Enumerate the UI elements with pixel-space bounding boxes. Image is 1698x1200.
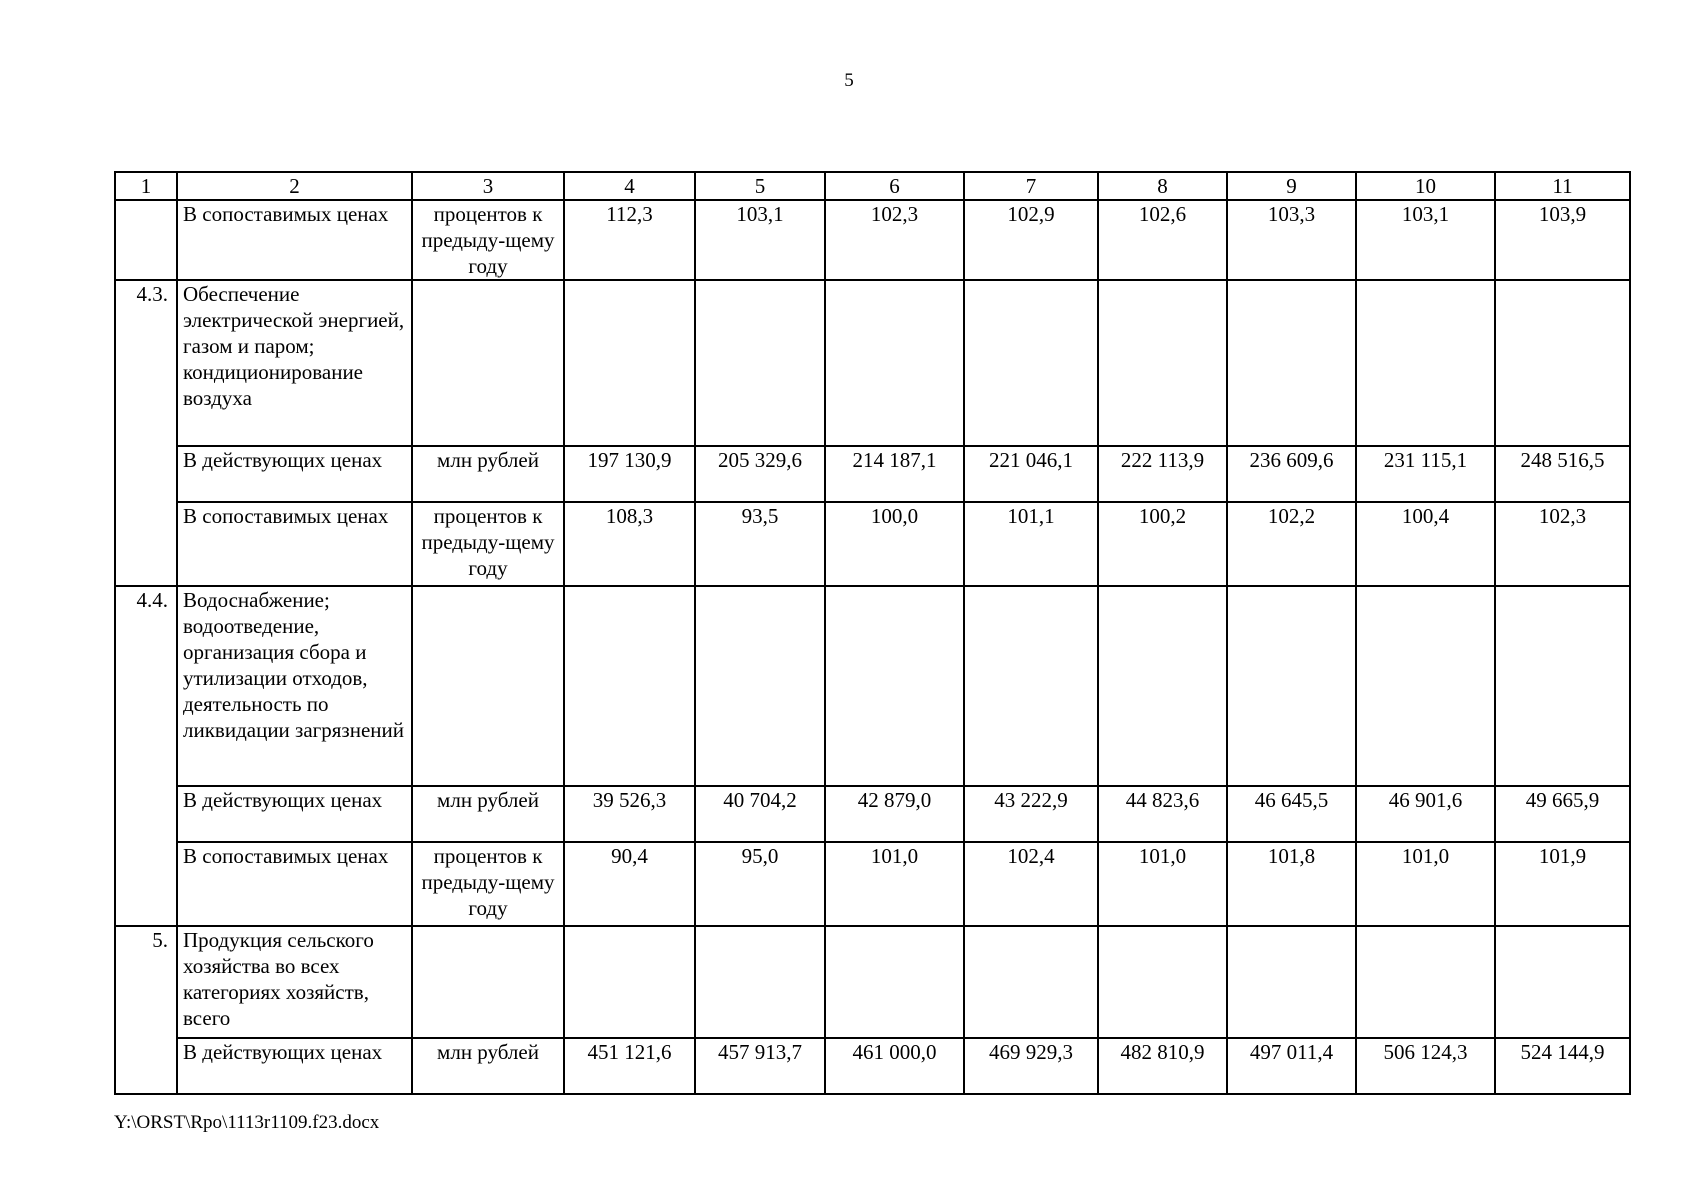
value-cell: 101,9 [1495, 842, 1630, 926]
value-cell: 102,3 [825, 200, 964, 280]
row-code [115, 200, 177, 280]
column-number: 10 [1356, 172, 1495, 200]
row-code: 4.4. [115, 586, 177, 926]
table-row [115, 200, 1630, 280]
value-cell: 457 913,7 [695, 1038, 825, 1094]
value-cell [1356, 586, 1495, 786]
unit-cell: процентов к предыду-щему году [412, 502, 564, 586]
value-cell [1098, 586, 1227, 786]
unit-cell [412, 926, 564, 1038]
value-cell: 101,0 [1098, 842, 1227, 926]
page-number: 5 [844, 70, 854, 91]
value-cell: 90,4 [564, 842, 695, 926]
value-cell: 100,4 [1356, 502, 1495, 586]
value-cell: 43 222,9 [964, 786, 1098, 842]
value-cell [1356, 280, 1495, 446]
value-cell [1495, 926, 1630, 1038]
value-cell: 221 046,1 [964, 446, 1098, 502]
value-cell: 231 115,1 [1356, 446, 1495, 502]
value-cell: 101,8 [1227, 842, 1356, 926]
table-row [115, 446, 1630, 502]
value-cell: 214 187,1 [825, 446, 964, 502]
column-number: 1 [115, 172, 177, 200]
value-cell [1098, 280, 1227, 446]
value-cell [695, 280, 825, 446]
value-cell: 102,6 [1098, 200, 1227, 280]
value-cell: 497 011,4 [1227, 1038, 1356, 1094]
column-number: 2 [177, 172, 412, 200]
value-cell [1495, 280, 1630, 446]
value-cell: 103,3 [1227, 200, 1356, 280]
indicator-name: В действующих ценах [177, 786, 412, 842]
value-cell: 101,0 [1356, 842, 1495, 926]
indicator-name: В сопоставимых ценах [177, 502, 412, 586]
value-cell [1227, 280, 1356, 446]
value-cell: 102,2 [1227, 502, 1356, 586]
value-cell: 506 124,3 [1356, 1038, 1495, 1094]
value-cell: 49 665,9 [1495, 786, 1630, 842]
column-number: 8 [1098, 172, 1227, 200]
value-cell: 236 609,6 [1227, 446, 1356, 502]
value-cell: 95,0 [695, 842, 825, 926]
table-body [115, 172, 1630, 1094]
value-cell [564, 280, 695, 446]
footer-file-path: Y:\ORST\Rpo\1113r1109.f23.docx [114, 1112, 380, 1133]
value-cell [1227, 586, 1356, 786]
indicator-name: В действующих ценах [177, 446, 412, 502]
value-cell [825, 586, 964, 786]
table-row [115, 786, 1630, 842]
value-cell [825, 280, 964, 446]
value-cell: 102,3 [1495, 502, 1630, 586]
column-number: 6 [825, 172, 964, 200]
value-cell: 40 704,2 [695, 786, 825, 842]
value-cell: 205 329,6 [695, 446, 825, 502]
unit-cell: млн рублей [412, 446, 564, 502]
column-number: 9 [1227, 172, 1356, 200]
column-number: 11 [1495, 172, 1630, 200]
value-cell [695, 926, 825, 1038]
value-cell: 469 929,3 [964, 1038, 1098, 1094]
value-cell: 101,1 [964, 502, 1098, 586]
value-cell [964, 926, 1098, 1038]
table-row [115, 842, 1630, 926]
table-row [115, 1038, 1630, 1094]
value-cell: 102,4 [964, 842, 1098, 926]
column-number: 3 [412, 172, 564, 200]
value-cell [564, 586, 695, 786]
unit-cell: млн рублей [412, 786, 564, 842]
value-cell: 482 810,9 [1098, 1038, 1227, 1094]
value-cell: 103,1 [695, 200, 825, 280]
indicator-name: В действующих ценах [177, 1038, 412, 1094]
column-number: 4 [564, 172, 695, 200]
data-table [114, 171, 1631, 1095]
row-code: 5. [115, 926, 177, 1094]
value-cell: 103,1 [1356, 200, 1495, 280]
value-cell: 461 000,0 [825, 1038, 964, 1094]
row-code: 4.3. [115, 280, 177, 586]
value-cell [964, 280, 1098, 446]
value-cell: 39 526,3 [564, 786, 695, 842]
table-row [115, 586, 1630, 786]
value-cell [1227, 926, 1356, 1038]
value-cell: 100,0 [825, 502, 964, 586]
indicator-name: В сопоставимых ценах [177, 200, 412, 280]
value-cell: 93,5 [695, 502, 825, 586]
value-cell [964, 586, 1098, 786]
table-row [115, 502, 1630, 586]
value-cell: 108,3 [564, 502, 695, 586]
value-cell: 103,9 [1495, 200, 1630, 280]
value-cell: 197 130,9 [564, 446, 695, 502]
value-cell [1495, 586, 1630, 786]
column-number: 5 [695, 172, 825, 200]
indicator-name: Обеспечение электрической энергией, газом и паром; кондиционирование воздуха [177, 280, 412, 446]
unit-cell: процентов к предыду-щему году [412, 842, 564, 926]
indicator-name: Продукция сельского хозяйства во всех категориях хозяйств, всего [177, 926, 412, 1038]
indicator-name: Водоснабжение; водоотведение, организация сбора и утилизации отходов, деятельность по ликвидации загрязнений [177, 586, 412, 786]
value-cell: 46 901,6 [1356, 786, 1495, 842]
table-row [115, 280, 1630, 446]
column-number: 7 [964, 172, 1098, 200]
value-cell [1098, 926, 1227, 1038]
value-cell [564, 926, 695, 1038]
unit-cell: млн рублей [412, 1038, 564, 1094]
value-cell [825, 926, 964, 1038]
value-cell: 42 879,0 [825, 786, 964, 842]
value-cell: 248 516,5 [1495, 446, 1630, 502]
table-row [115, 926, 1630, 1038]
value-cell: 222 113,9 [1098, 446, 1227, 502]
unit-cell: процентов к предыду-щему году [412, 200, 564, 280]
value-cell: 102,9 [964, 200, 1098, 280]
value-cell [695, 586, 825, 786]
value-cell [1356, 926, 1495, 1038]
unit-cell [412, 586, 564, 786]
value-cell: 112,3 [564, 200, 695, 280]
value-cell: 46 645,5 [1227, 786, 1356, 842]
value-cell: 44 823,6 [1098, 786, 1227, 842]
unit-cell [412, 280, 564, 446]
column-number-row [115, 172, 1630, 200]
value-cell: 101,0 [825, 842, 964, 926]
value-cell: 451 121,6 [564, 1038, 695, 1094]
value-cell: 100,2 [1098, 502, 1227, 586]
value-cell: 524 144,9 [1495, 1038, 1630, 1094]
indicator-name: В сопоставимых ценах [177, 842, 412, 926]
